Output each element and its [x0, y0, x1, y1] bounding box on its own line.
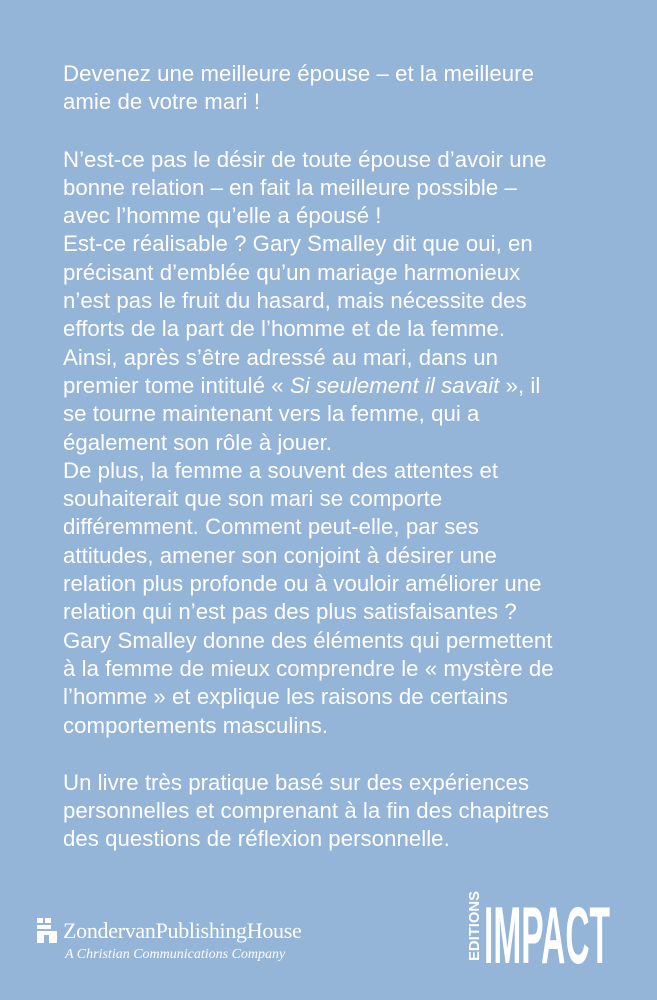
- text-line-tome: [63, 372, 633, 400]
- text-line: efforts de la part de l’homme et de la femme.: [63, 316, 506, 342]
- publisher-tagline: A Christian Communications Company: [65, 947, 286, 962]
- text-line: Devenez une meilleure épouse – et la meilleure: [63, 61, 534, 86]
- text-line: Est-ce réalisable ? Gary Smalley dit que oui, en: [63, 231, 533, 257]
- text-line: également son rôle à jouer.: [63, 429, 333, 455]
- text-line: De plus, la femme a souvent des attentes et: [63, 457, 499, 483]
- text-line: attitudes, amener son conjoint à désirer une: [63, 542, 497, 568]
- text-line: des questions de réflexion personnelle.: [63, 826, 450, 852]
- impact-text: IMPACT: [484, 889, 610, 965]
- text-line: bonne relation – en fait la meilleure possible –: [63, 174, 517, 200]
- text-line: différemment. Comment peut-elle, par ses: [63, 514, 479, 540]
- tome-suffix: », il: [499, 372, 541, 398]
- text-line: souhaiterait que son mari se comporte: [63, 486, 443, 512]
- text-line: Gary Smalley donne des éléments qui permettent: [63, 627, 553, 653]
- text-line: se tourne maintenant vers la femme, qui a: [63, 401, 480, 427]
- text-line: n’est pas le fruit du hasard, mais nécessite des: [63, 288, 527, 314]
- text-line: Un livre très pratique basé sur des expériences: [63, 769, 530, 795]
- publisher-name: ZondervanPublishingHouse: [63, 918, 302, 943]
- text-line: l’homme » et explique les raisons de certains: [63, 684, 508, 710]
- text-line: personnelles et comprenant à la fin des chapitres: [63, 798, 549, 824]
- editions-text: EDITIONS: [466, 890, 483, 961]
- text-line: avec l’homme qu’elle a épousé !: [63, 203, 382, 229]
- editions-impact-logo: [465, 885, 613, 965]
- text-line: Ainsi, après s’être adressé au mari, dans un: [63, 344, 499, 370]
- tome-title: Si seulement il savait: [289, 372, 500, 398]
- intro-paragraph: [63, 60, 633, 117]
- closing-paragraph: [63, 769, 633, 854]
- text-line: N’est-ce pas le désir de toute épouse d’avoir une: [63, 146, 547, 172]
- text-line: relation qui n’est pas des plus satisfaisantes ?: [63, 599, 517, 625]
- body-paragraph: [63, 146, 633, 740]
- impact-wordmark: [484, 885, 612, 965]
- text-line: amie de votre mari !: [63, 89, 261, 115]
- back-cover-text: [63, 60, 633, 854]
- tome-prefix: premier tome intitulé «: [63, 372, 290, 398]
- publisher-logo: [37, 918, 417, 963]
- zondervan-house-icon: [37, 918, 59, 944]
- text-line: précisant d’emblée qu’un mariage harmonieux: [63, 259, 521, 285]
- text-line: comportements masculins.: [63, 712, 329, 738]
- editions-label: [465, 889, 483, 963]
- text-line: à la femme de mieux comprendre le « mystère de: [63, 655, 554, 681]
- text-line: relation plus profonde ou à vouloir améliorer une: [63, 571, 542, 597]
